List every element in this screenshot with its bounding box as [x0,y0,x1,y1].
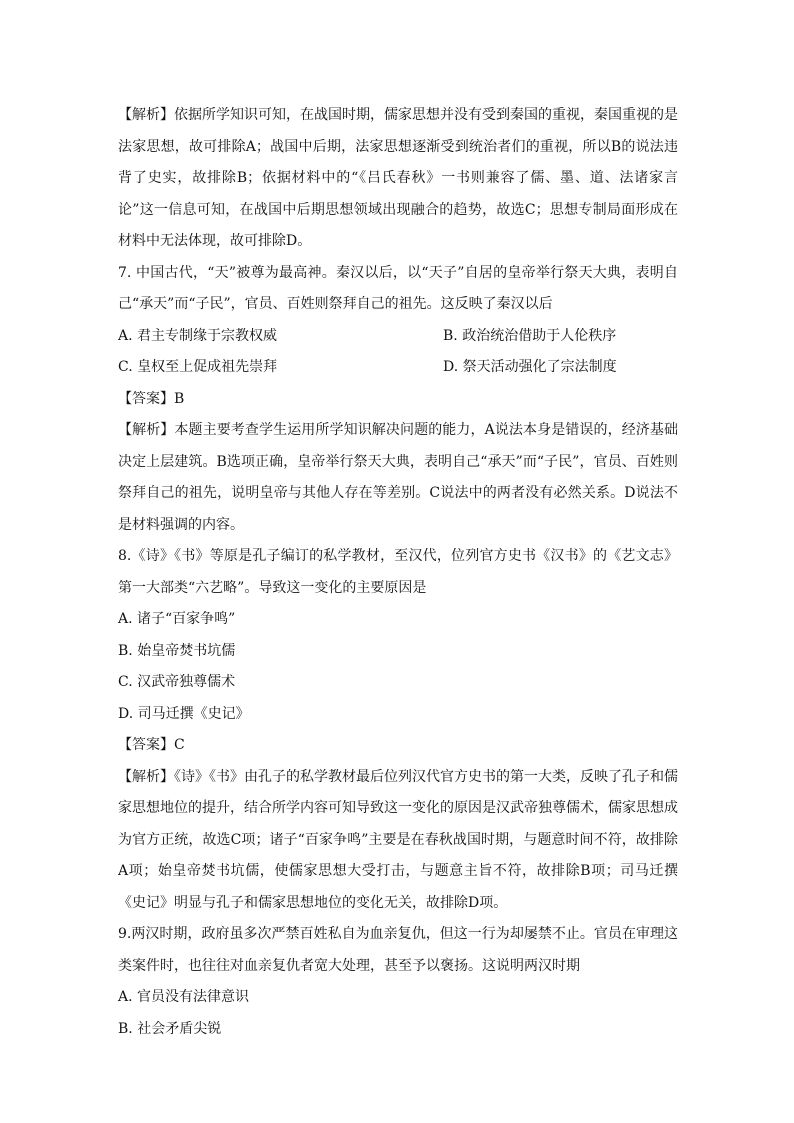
q7-options-row-1 [118,321,678,353]
q6-analysis: 【解析】依据所学知识可知，在战国时期，儒家思想并没有受到秦国的重视，秦国重视的是法家思想，故可排除A；战国中后期，法家思想逐渐受到统治者们的重视，所以B的说法违背了史实，故排除B；依据材料中的“《吕氏春秋》一书则兼容了儒、墨、道、法诸家言论”这一信息可知，在战国中后期思想领域出现融合的趋势，故选C；思想专制局面形成在材料中无法体现，故可排除D。 [118,107,678,249]
q8-stem: 8.《诗》《书》等原是孔子编订的私学教材，至汉代，位列官方史书《汉书》的《艺文志》第一大部类“六艺略”。导致这一变化的主要原因是 [118,548,678,596]
q8-option-c: C. 汉武帝独尊儒术 [118,674,236,690]
q8-option-a: A. 诸子“百家争鸣” [118,611,236,627]
document-page [118,100,678,1045]
q7-option-c: C. 皇权至上促成祖先崇拜 [118,359,278,375]
q9-stem: 9.两汉时期，政府虽多次严禁百姓私自为血亲复仇，但这一行为却屡禁不止。官员在审理这类案件时，也往往对血亲复仇者宽大处理，甚至予以褒扬。这说明两汉时期 [118,926,678,974]
q8-analysis: 【解析】《诗》《书》由孔子的私学教材最后位列汉代官方史书的第一大类，反映了孔子和儒家思想地位的提升，结合所学内容可知导致这一变化的原因是汉武帝独尊儒术，儒家思想成为官方正统，故选C项；诸子“百家争鸣”主要是在春秋战国时期，与题意时间不符，故排除A项；始皇帝焚书坑儒，使儒家思想大受打击，与题意主旨不符，故排除B项；司马迁撰《史记》明显与孔子和儒家思想地位的变化无关，故排除D项。 [118,768,678,911]
q7-options-row-2 [118,352,678,384]
q9-option-b: B. 社会矛盾尖锐 [118,1020,222,1037]
q7-option-d: D. 祭天活动强化了宗法制度 [443,359,617,375]
q7-option-b: B. 政治统治借助于人伦秩序 [443,327,617,344]
q8-option-d: D. 司马迁撰《史记》 [118,705,250,722]
q8-answer: 【答案】C [118,737,185,753]
q7-option-a: A. 君主专制缘于宗教权威 [118,327,278,344]
q7-analysis: 【解析】本题主要考查学生运用所学知识解决问题的能力，A说法本身是错误的，经济基础决定上层建筑。B选项正确，皇帝举行祭天大典，表明自己“承天”而“子民”，官员、百姓则祭拜自己的祖先，说明皇帝与其他人存在等差别。C说法中的两者没有必然关系。D说法不是材料强调的内容。 [118,422,678,533]
q7-stem: 7. 中国古代，“天”被尊为最高神。秦汉以后，以“天子”自居的皇帝举行祭天大典，表明自己“承天”而“子民”，官员、百姓则祭拜自己的祖先。这反映了秦汉以后 [118,264,678,312]
q9-option-a: A. 官员没有法律意识 [118,989,250,1005]
q7-answer: 【答案】B [118,390,185,407]
q8-option-b: B. 始皇帝焚书坑儒 [118,642,236,659]
